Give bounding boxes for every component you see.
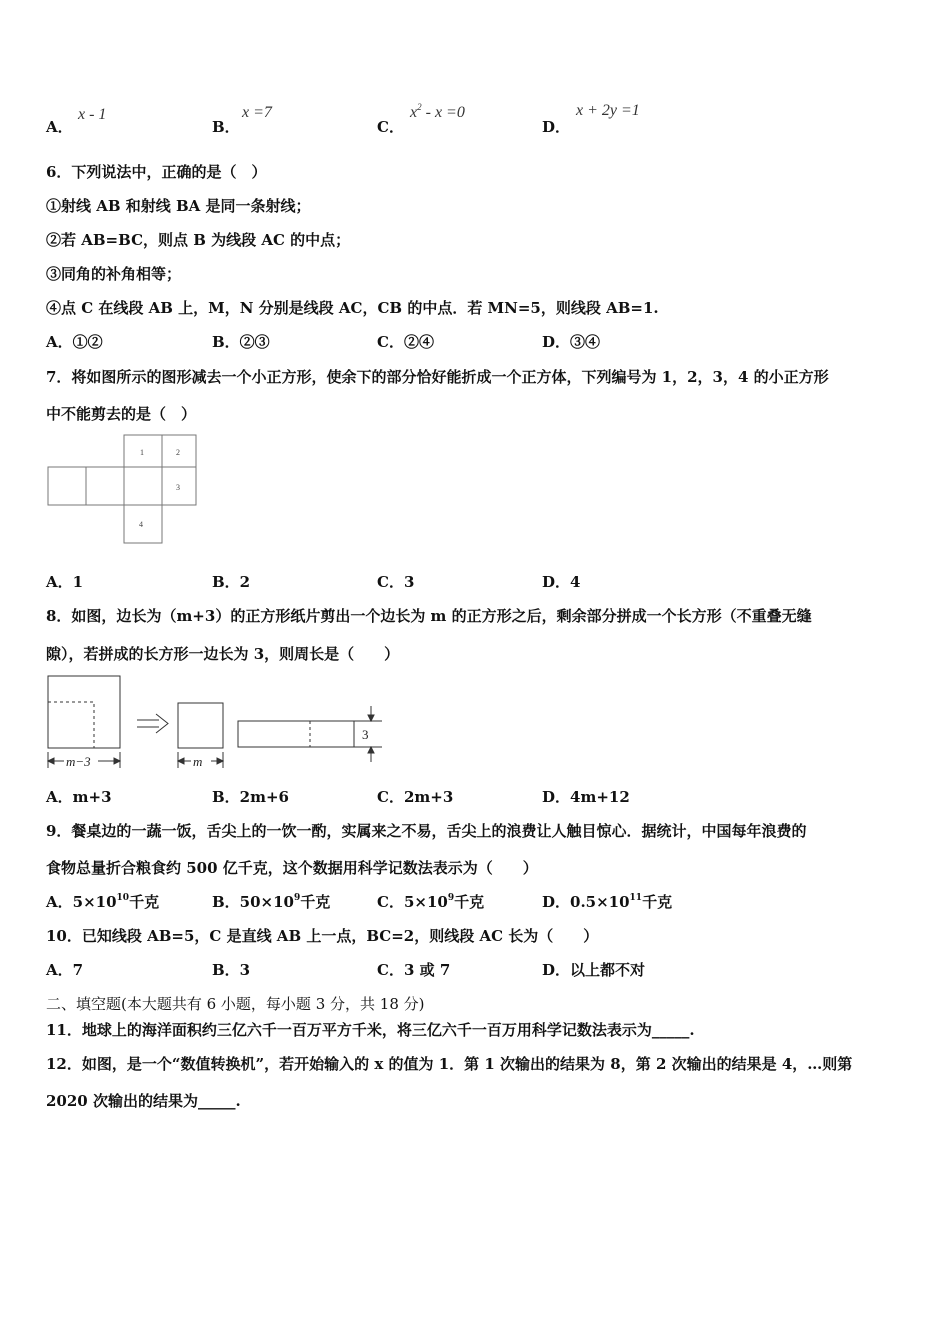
option-label: A． bbox=[46, 118, 73, 136]
q5-option-d-math: x + 2y =1 bbox=[576, 102, 640, 119]
q12-stem-line1: 12．如图，是一个“数值转换机”，若开始输入的 x 的值为 1．第 1 次输出的结果为 8，第 2 次输出的结果是 4，…则第 bbox=[46, 1055, 853, 1073]
q5-option-b bbox=[212, 116, 240, 137]
q7-stem-line2: 中不能剪去的是（ ） bbox=[46, 405, 197, 423]
dim-label-3: 3 bbox=[362, 727, 369, 742]
q5-option-a-math: x - 1 bbox=[78, 106, 107, 123]
dim-label-m-minus-3: m−3 bbox=[66, 754, 91, 769]
q5-option-a bbox=[46, 116, 73, 137]
q10-option-c: C．3 或 7 bbox=[377, 961, 451, 979]
option-label: B． bbox=[212, 118, 240, 136]
q5-option-c-math: $x^2 - x =0$ bbox=[410, 102, 465, 121]
q7-option-b: B．2 bbox=[212, 573, 251, 591]
q6-option-a: A．①② bbox=[46, 333, 103, 351]
q6-statement-2: ②若 AB=BC，则点 B 为线段 AC 的中点； bbox=[46, 231, 351, 249]
cut-square-dashed bbox=[48, 702, 94, 748]
q9-stem-line2: 食物总量折合粮食约 500 亿千克，这个数据用科学记数法表示为（ ） bbox=[46, 859, 538, 877]
q7-cube-net-figure bbox=[44, 433, 204, 548]
q11-stem: 11．地球上的海洋面积约三亿六千一百万平方千米，将三亿六千一百万用科学记数法表示为_____. bbox=[46, 1021, 695, 1039]
q8-option-c: C．2m+3 bbox=[377, 788, 454, 806]
net-label-2: 2 bbox=[176, 448, 180, 457]
q12-stem-line2: 2020 次输出的结果为_____. bbox=[46, 1092, 241, 1110]
q10-option-d: D．以上都不对 bbox=[542, 961, 646, 979]
q6-stem: 6．下列说法中，正确的是（ ） bbox=[46, 163, 267, 181]
big-square bbox=[48, 676, 120, 748]
q7-option-c: C．3 bbox=[377, 573, 415, 591]
q5-option-b-math: x =7 bbox=[242, 104, 272, 121]
q8-option-a: A．m+3 bbox=[46, 788, 112, 806]
net-square-4 bbox=[124, 505, 162, 543]
net-square-c bbox=[124, 467, 162, 505]
q8-option-b: B．2m+6 bbox=[212, 788, 289, 806]
q6-statement-4: ④点 C 在线段 AB 上，M，N 分别是线段 AC，CB 的中点．若 MN=5，则线段 AB=1. bbox=[46, 299, 659, 317]
q9-option-c: C．$5\times 10^9$千克 bbox=[377, 893, 485, 911]
net-square-a bbox=[48, 467, 86, 505]
net-label-3: 3 bbox=[176, 483, 180, 492]
q7-option-d: D．4 bbox=[542, 573, 581, 591]
result-rectangle bbox=[238, 721, 354, 747]
option-label: D． bbox=[542, 118, 571, 136]
q8-figure bbox=[44, 672, 394, 774]
q10-option-b: B．3 bbox=[212, 961, 251, 979]
q6-option-c: C．②④ bbox=[377, 333, 434, 351]
q8-option-d: D．4m+12 bbox=[542, 788, 630, 806]
net-square-b bbox=[86, 467, 124, 505]
dim-label-m: m bbox=[193, 754, 203, 769]
q6-statement-3: ③同角的补角相等； bbox=[46, 265, 182, 283]
q9-option-b: B．$50\times 10^9$千克 bbox=[212, 893, 331, 911]
option-label: C． bbox=[377, 118, 404, 136]
q7-option-a: A．1 bbox=[46, 573, 84, 591]
q10-stem: 10．已知线段 AB=5，C 是直线 AB 上一点，BC=2，则线段 AC 长为（ ） bbox=[46, 927, 599, 945]
net-label-4: 4 bbox=[139, 520, 143, 529]
q8-stem-line2: 隙），若拼成的长方形一边长为 3，则周长是（ ） bbox=[46, 645, 400, 663]
q8-stem-line1: 8．如图，边长为（m+3）的正方形纸片剪出一个边长为 m 的正方形之后，剩余部分拼成一个长方形（不重叠无缝 bbox=[46, 607, 812, 625]
q7-stem-line1: 7．将如图所示的图形减去一个小正方形，使余下的部分恰好能折成一个正方体，下列编号为 1，2，3，4 的小正方形 bbox=[46, 368, 829, 386]
middle-square bbox=[178, 703, 223, 748]
q10-option-a: A．7 bbox=[46, 961, 84, 979]
q5-option-c bbox=[377, 116, 404, 137]
section-heading: 二、填空题(本大题共有 6 小题，每小题 3 分，共 18 分) bbox=[46, 995, 425, 1013]
net-label-1: 1 bbox=[140, 448, 144, 457]
q9-option-a: A．$5\times 10^{10}$千克 bbox=[46, 893, 160, 911]
q9-stem-line1: 9．餐桌边的一蔬一饭，舌尖上的一饮一酌，实属来之不易，舌尖上的浪费让人触目惊心．据统计，中国每年浪费的 bbox=[46, 822, 807, 840]
q6-option-d: D．③④ bbox=[542, 333, 601, 351]
q6-option-b: B．②③ bbox=[212, 333, 270, 351]
q9-option-d: D．$0.5\times 10^{11}$千克 bbox=[542, 893, 673, 911]
q6-statement-1: ①射线 AB 和射线 BA 是同一条射线； bbox=[46, 197, 311, 215]
q5-option-d bbox=[542, 116, 570, 137]
